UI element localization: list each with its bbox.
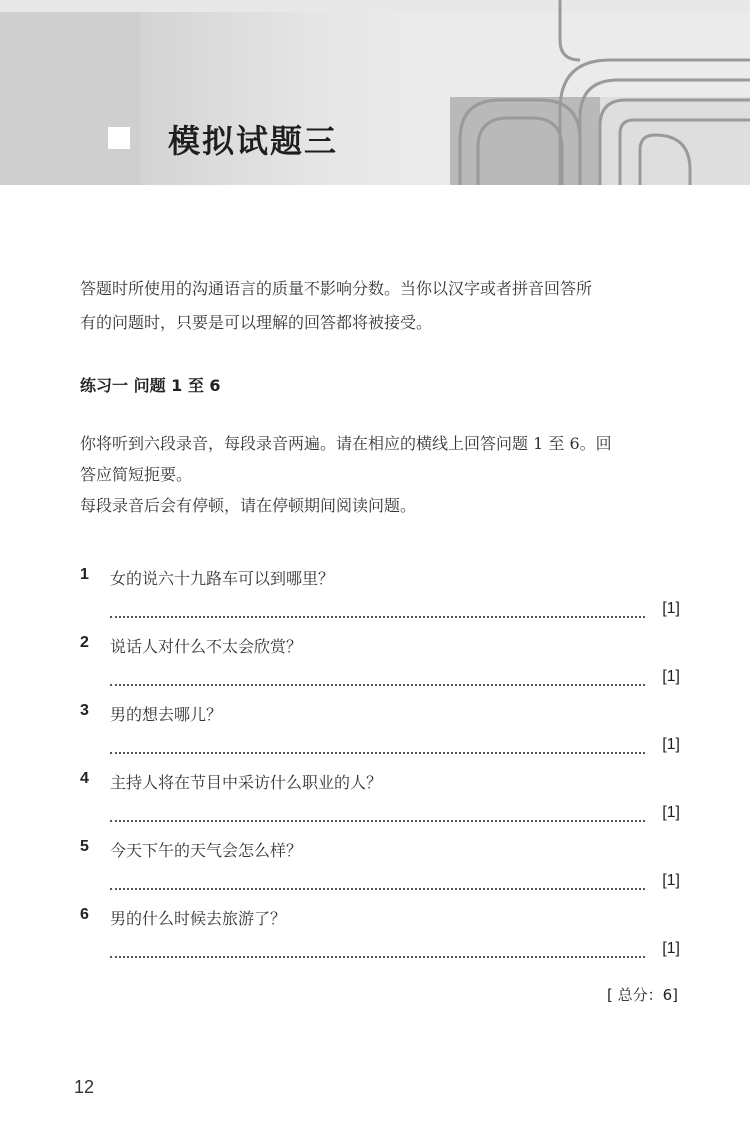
intro-line: 答题时所使用的沟通语言的质量不影响分数。当你以汉字或者拼音回答所 bbox=[80, 279, 593, 298]
question-marks: [1] bbox=[662, 872, 680, 889]
question-number: 6 bbox=[80, 906, 89, 923]
question-4 bbox=[80, 770, 680, 830]
instruction-line: 每段录音后会有停顿，请在停顿期间阅读问题。 bbox=[80, 496, 417, 515]
question-number: 3 bbox=[80, 702, 89, 719]
question-text: 男的想去哪儿？ bbox=[110, 705, 223, 724]
intro-paragraph bbox=[80, 272, 690, 340]
question-number: 2 bbox=[80, 634, 89, 651]
page-title: 模拟试题三 bbox=[168, 122, 339, 160]
answer-line[interactable] bbox=[110, 820, 645, 822]
question-6 bbox=[80, 906, 680, 966]
question-marks: [1] bbox=[662, 940, 680, 957]
exercise-instructions bbox=[80, 428, 690, 521]
answer-line[interactable] bbox=[110, 888, 645, 890]
title-bullet-square bbox=[108, 127, 130, 149]
question-number: 5 bbox=[80, 838, 89, 855]
question-marks: [1] bbox=[662, 600, 680, 617]
question-text: 说话人对什么不太会欣赏？ bbox=[110, 637, 303, 656]
question-text: 主持人将在节目中采访什么职业的人？ bbox=[110, 773, 383, 792]
header-banner bbox=[0, 0, 750, 185]
answer-line[interactable] bbox=[110, 616, 645, 618]
question-text: 女的说六十九路车可以到哪里？ bbox=[110, 569, 335, 588]
total-score: [ 总分：6] bbox=[606, 986, 678, 1004]
page-number: 12 bbox=[74, 1077, 95, 1097]
question-text: 今天下午的天气会怎么样？ bbox=[110, 841, 303, 860]
question-marks: [1] bbox=[662, 736, 680, 753]
question-3 bbox=[80, 702, 680, 762]
answer-line[interactable] bbox=[110, 684, 645, 686]
question-5 bbox=[80, 838, 680, 898]
question-1 bbox=[80, 566, 680, 626]
answer-line[interactable] bbox=[110, 956, 645, 958]
intro-line: 有的问题时，只要是可以理解的回答都将被接受。 bbox=[80, 313, 433, 332]
question-number: 4 bbox=[80, 770, 89, 787]
header-decorative-arcs bbox=[0, 0, 750, 185]
question-text: 男的什么时候去旅游了？ bbox=[110, 909, 287, 928]
exercise-heading: 练习一 问题 1 至 6 bbox=[80, 376, 221, 395]
instruction-line: 你将听到六段录音，每段录音两遍。请在相应的横线上回答问题 1 至 6。回 bbox=[80, 434, 612, 453]
question-2 bbox=[80, 634, 680, 694]
question-marks: [1] bbox=[662, 668, 680, 685]
answer-line[interactable] bbox=[110, 752, 645, 754]
instruction-line: 答应简短扼要。 bbox=[80, 465, 193, 484]
question-number: 1 bbox=[80, 566, 89, 583]
question-marks: [1] bbox=[662, 804, 680, 821]
